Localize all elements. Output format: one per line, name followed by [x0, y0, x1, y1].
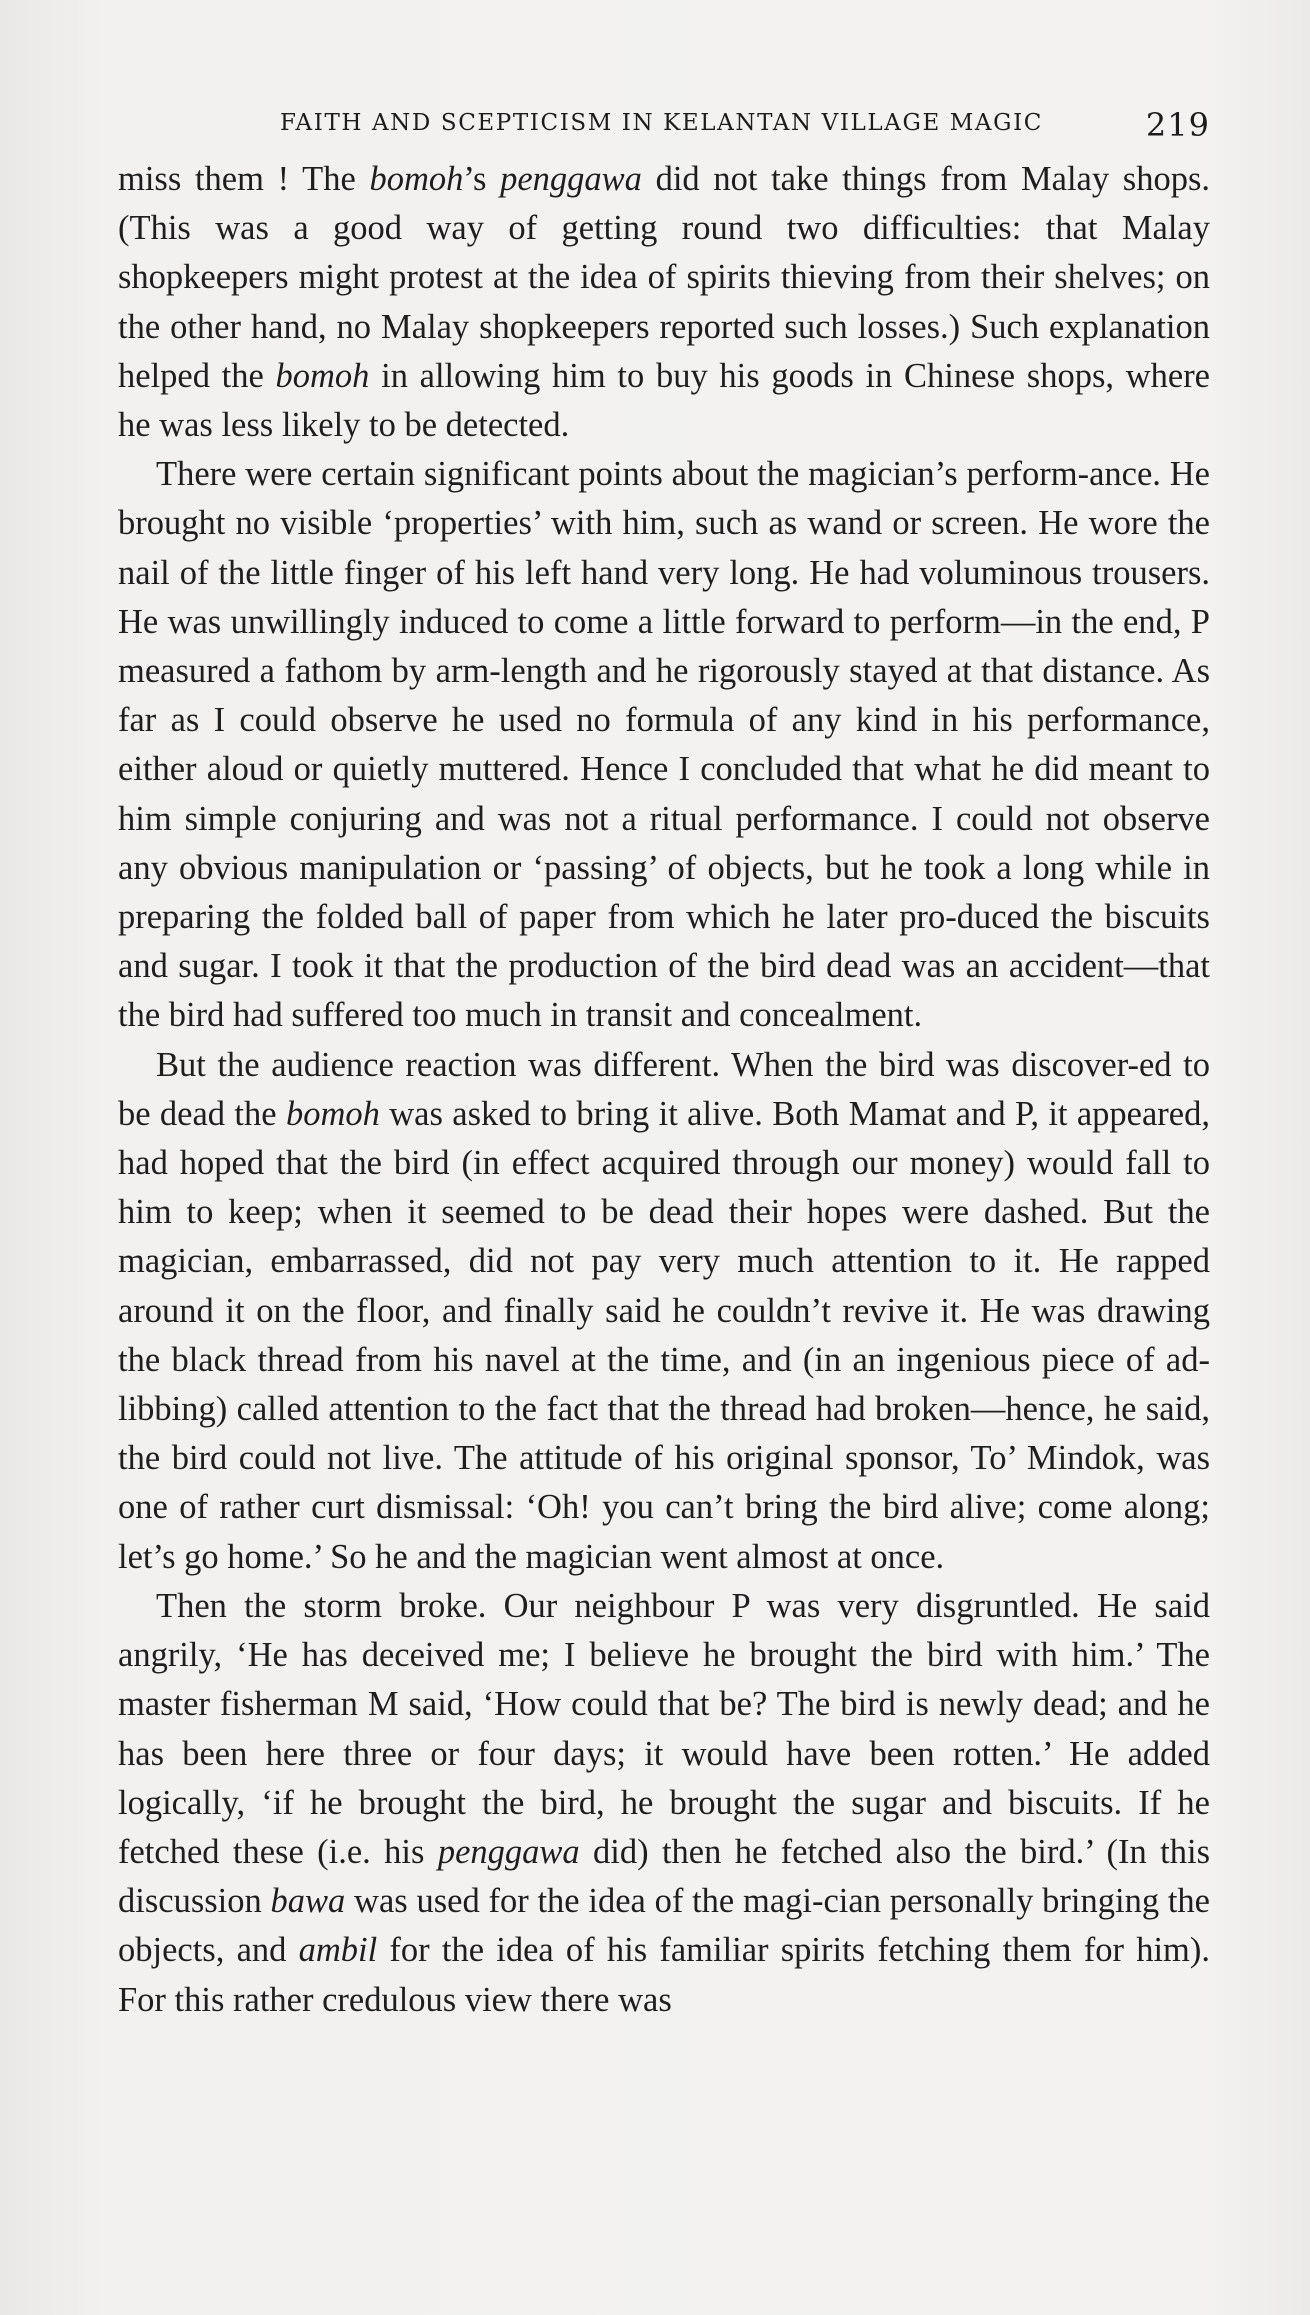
- italic-term: bomoh: [285, 1094, 380, 1133]
- text-run: There were certain significant points about the magician’s perform-ance. He brought no visible ‘properties’ with him, such as wand or screen. He wore the nail of the little finger of his left hand very long. He had voluminous trousers. He was unwillingly induced to come a little forward to perform—in the end, P measured a fathom by arm-length and he rigorously stayed at that distance. As far as I could observe he used no formula of any kind in his performance, either aloud or quietly muttered. Hence I concluded that what he did meant to him simple conjuring and was not a ritual performance. I could not observe any obvious manipulation or ‘passing’ of objects, but he took a long while in preparing the folded ball of paper from which he later pro-duced the biscuits and sugar. I took it that the production of the bird dead was an accident—that the bird had suffered too much in transit and concealment.: [118, 455, 1210, 1035]
- text-run: in allowing him to buy his goods in Chinese shops, where he was less likely to be detected.: [118, 356, 1210, 445]
- text-run: was asked to bring it alive. Both Mamat and P, it appeared, had hoped that the bird (in effect acquired through our money) would fall to him to keep; when it seemed to be dead their hopes were dashed. But the magician, embarrassed, did not pay very much attention to it. He rapped around it on the floor, and finally said he couldn’t revive it. He was drawing the black thread from his navel at the time, and (in an ingenious piece of ad-libbing) called attention to the fact that the thread had broken—hence, he said, the bird could not live. The attitude of his original sponsor, To’ Mindok, was one of rather curt dismissal: ‘Oh! you can’t bring the bird alive; come along; let’s go home.’ So he and the magician went almost at once.: [118, 1094, 1210, 1576]
- paragraph-2: [118, 450, 1210, 1040]
- text-run: did not take things from Malay shops. (This was a good way of getting round two difficulties: that Malay shopkeepers might protest at the idea of spirits thieving from their shelves; on the other hand, no Malay shopkeepers reported such losses.) Such explanation helped the: [118, 160, 1210, 395]
- italic-term: bomoh: [275, 356, 370, 395]
- italic-term: bawa: [270, 1882, 346, 1921]
- body-text: [118, 155, 1210, 2025]
- text-run: But the audience reaction was different. When the bird was discover-ed to be dead the: [118, 1045, 1210, 1133]
- text-run: ’s: [463, 160, 501, 198]
- text-run: Then the storm broke. Our neighbour P was very disgruntled. He said angrily, ‘He has deceived me; I believe he brought the bird with him.’ The master fisherman M said, ‘How could that be? The bird is newly dead; and he has been here three or four days; it would have been rotten.’ He added logically, ‘if he brought the bird, he brought the sugar and biscuits. If he fetched these (i.e. his: [118, 1586, 1210, 1871]
- page-number: 219: [1145, 106, 1210, 144]
- paragraph-4: [118, 1582, 1210, 2025]
- page-header: [120, 106, 1210, 150]
- paragraph-3: [118, 1041, 1210, 1582]
- running-title: FAITH AND SCEPTICISM IN KELANTAN VILLAGE MAGIC: [280, 110, 1043, 136]
- text-run: did) then he fetched also the bird.’ (In this discussion: [118, 1832, 1210, 1921]
- italic-term: penggawa: [437, 1832, 580, 1871]
- italic-term: bomoh: [369, 160, 464, 198]
- italic-term: ambil: [298, 1931, 378, 1970]
- text-run: miss them ! The: [118, 160, 370, 198]
- paragraph-1: [118, 155, 1210, 450]
- text-run: was used for the idea of the magi-cian personally bringing the objects, and: [118, 1882, 1210, 1970]
- text-run: for the idea of his familiar spirits fetching them for him). For this rather credulous view there was: [118, 1931, 1211, 2019]
- italic-term: penggawa: [500, 160, 642, 198]
